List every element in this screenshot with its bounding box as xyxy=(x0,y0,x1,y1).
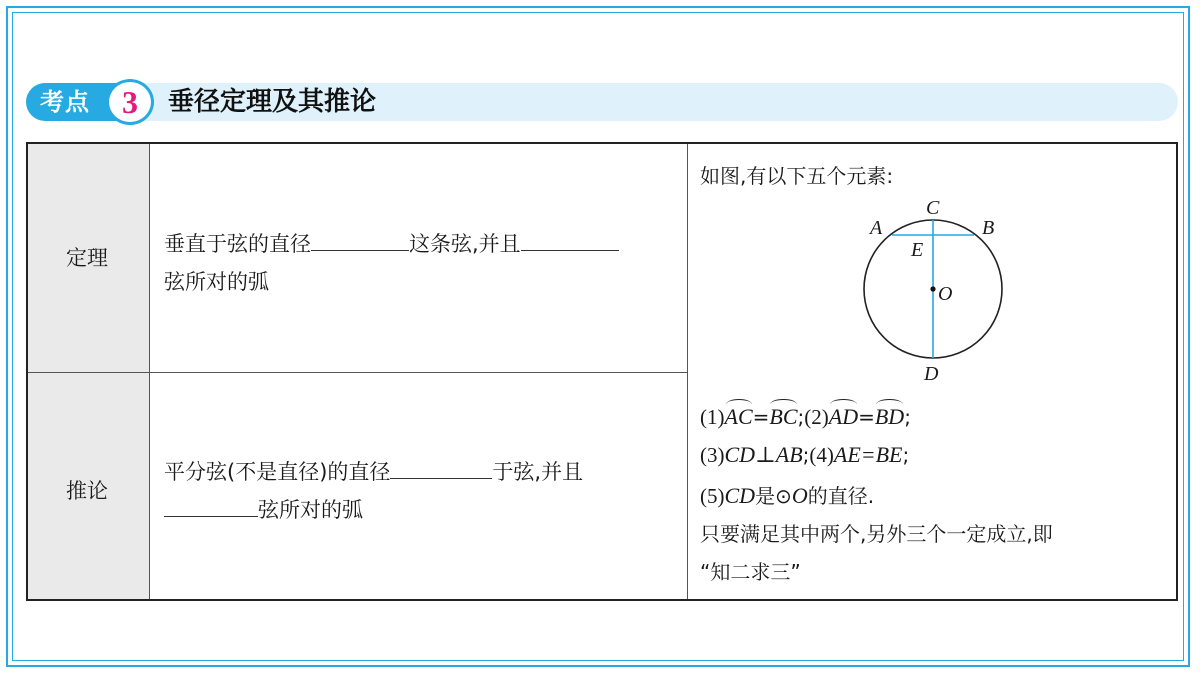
figure-intro: 如图,有以下五个元素: xyxy=(700,164,894,188)
corollary-text-b: 于弦,并且 xyxy=(492,460,584,484)
corollary-text-a: 平分弦(不是直径)的直径 xyxy=(164,460,391,484)
corollary-blank-2[interactable] xyxy=(164,498,258,517)
cd-symbol: CD xyxy=(724,483,756,508)
condition-line-2 xyxy=(700,442,909,468)
label-c: C xyxy=(926,197,940,219)
arc-bd: BD xyxy=(874,404,905,429)
theorem-text-a: 垂直于弦的直径 xyxy=(164,232,311,256)
corollary-label: 推论 xyxy=(66,479,108,503)
item-2-num: (2) xyxy=(804,405,829,429)
kaodian-number: 3 xyxy=(122,84,138,120)
condition-line-3 xyxy=(700,480,874,509)
theorem-label: 定理 xyxy=(66,246,108,270)
separator: ; xyxy=(802,443,810,467)
cd-perp-ab: CD⊥AB xyxy=(724,442,803,467)
theorem-blank-2[interactable] xyxy=(521,232,619,251)
theorem-table xyxy=(26,142,1178,601)
summary-line-2: “知二求三” xyxy=(700,560,801,584)
corollary-line-2 xyxy=(164,494,363,524)
o-symbol: O xyxy=(791,483,808,508)
theorem-text-b: 这条弦,并且 xyxy=(409,232,521,256)
ae-eq-be: AE=BE xyxy=(833,442,903,467)
arc-ad: AD xyxy=(828,404,859,429)
item-4-num: (4) xyxy=(809,443,834,467)
label-o: O xyxy=(938,283,953,305)
theorem-blank-1[interactable] xyxy=(311,232,409,251)
separator: ; xyxy=(902,443,910,467)
item-5-num: (5) xyxy=(700,484,725,508)
condition-line-1 xyxy=(700,404,911,430)
label-b: B xyxy=(982,217,995,239)
corollary-blank-1[interactable] xyxy=(390,460,492,479)
item-5-text: 是⊙ xyxy=(755,484,792,508)
item-1-num: (1) xyxy=(700,405,725,429)
equals-sign: = xyxy=(752,405,770,429)
section-title: 垂径定理及其推论 xyxy=(168,87,377,117)
kaodian-label: 考点 xyxy=(40,88,90,116)
separator: ; xyxy=(904,405,911,429)
arc-ac: AC xyxy=(724,404,753,429)
corollary-line-1 xyxy=(164,456,583,486)
theorem-line-1 xyxy=(164,228,619,258)
center-point xyxy=(930,286,935,291)
item-3-num: (3) xyxy=(700,443,725,467)
circle-diagram xyxy=(848,192,1018,388)
item-5-tail: 的直径. xyxy=(807,484,875,508)
label-e: E xyxy=(911,239,924,261)
arc-bc: BC xyxy=(769,404,798,429)
separator: ; xyxy=(797,405,805,429)
label-a: A xyxy=(870,217,883,239)
equals-sign: = xyxy=(858,405,875,429)
corollary-text-c: 弦所对的弧 xyxy=(258,498,363,522)
row-divider xyxy=(28,372,688,373)
theorem-line-2: 弦所对的弧 xyxy=(164,270,269,294)
summary-line-1: 只要满足其中两个,另外三个一定成立,即 xyxy=(700,522,1053,546)
label-d: D xyxy=(924,363,939,385)
